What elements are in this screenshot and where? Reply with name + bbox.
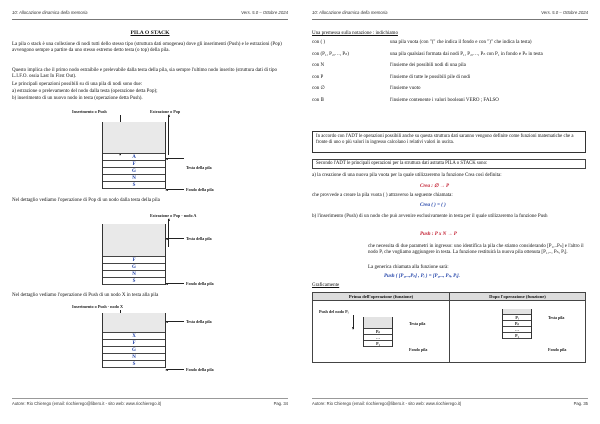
comparison-table (312, 292, 586, 363)
notation-description: una pila qualsiasi formata dai nodi P₁, P₂,…, Pₙ con P₁ in fondo e Pₙ in testa (390, 51, 543, 57)
notation-title: Una premessa sulla notazione : indichiamo (312, 31, 398, 36)
header-right: Vers. 5.0 – Ottobre 2024 (241, 10, 288, 15)
bottom-label: Fondo pila (409, 347, 428, 352)
stack-node: P₁ (364, 341, 392, 347)
push-definition: Push : P x N → P (420, 232, 457, 237)
stack-node: F (103, 161, 165, 168)
para-definition: La pila o stack è una collezione di nodi tutti dello stesso tipo (struttura dati omogenea) dove gli inserimenti (Push) e le estrazioni (Pop) avvengono sempre a partire da uno stesso estremo detto testa (o top) della pila. (12, 42, 282, 54)
notation-symbol: con P (312, 74, 324, 80)
stack-node: Pₙ (364, 329, 392, 335)
adt-box (312, 131, 586, 153)
top-label: Testa della pila (186, 319, 212, 324)
para-operations: Le principali operazioni possibili su di una pila di nodi sono due: (12, 82, 143, 87)
stack-empty-space (103, 313, 165, 333)
mini-stack-after (502, 309, 532, 339)
stack-node: Pₙ (503, 321, 531, 327)
op-a-crea: a) la creazione di una nuova pila vuota per la quale utilizzeremo la funzione Crea così definita: (312, 173, 502, 178)
op-b-push: b) l'inserimento (Push) di un nodo che può avvenire esclusivamente in testa per il quale utilizzeremo la funzione Push (312, 214, 548, 219)
page-title: PILA O STACK (130, 30, 170, 36)
notation-symbol: con ∅ (312, 86, 325, 91)
after-cell (450, 301, 586, 363)
push-description: che necessita di due parametri in ingresso: uno identifica la pila che stiamo considerando [P₁,..Pₙ] e l'altro il nodo Pᵢ che vogliamo aggiungere in testa. La funzione restituirà la nuova pila ottenuta [P₁,.., Pₙ, Pᵢ]. (368, 244, 584, 256)
notation-symbol: con 𝔹 (312, 97, 325, 103)
header-right: Vers. 5.0 – Ottobre 2024 (541, 10, 588, 15)
stack-node: G (103, 168, 165, 175)
caption-pop: Nel dettaglio vediamo l'operazione di Pop di un nodo dalla testa della pila (12, 198, 160, 203)
push-node-label: Inserimento o Push - nodo X (72, 304, 124, 309)
stack-node: N (103, 271, 165, 278)
mini-stack-before (363, 317, 393, 347)
adt-box-text: In accordo con l'ADT le operazioni possibili anche su questa struttura dati saranno vengono definite come funzioni matematiche che a fronte di uno o più valori in ingresso calcolano i relativi valori in uscita. (316, 134, 574, 146)
notation-description: l'insieme dei possibili nodi di una pila (390, 63, 466, 68)
stack-empty-space (103, 122, 165, 154)
page-footer (312, 398, 588, 406)
notation-description: l'insieme vuoto (390, 86, 421, 91)
footer-author: Autore: Rio Chierego (email: riochierego@libero.it - sito web: www.riochierego.it) (312, 401, 462, 406)
stack-node: S (103, 361, 165, 368)
page-number: Pag. 34 (273, 401, 288, 406)
crea-definition: Crea : ∅ → P (420, 184, 450, 189)
operation-pop: a) estrazione o prelevamento del nodo dalla testa (operazione detta Pop); (12, 89, 158, 94)
top-pointer (166, 158, 184, 159)
pop-node-label: Estrazione o Pop - nodo A (150, 213, 197, 218)
stack-node: S (103, 182, 165, 189)
pop-arrow (168, 219, 169, 247)
crea-description: che provvede a creare la pila vuota ( ) attraverso la seguente chiamata: (312, 193, 453, 198)
before-cell (313, 301, 450, 363)
push-call: Push ( [P₁,..,Pₙ] , Pᵢ ) = [P₁,.., Pₙ, Pᵢ]. (384, 274, 460, 279)
para-lifo: Questo implica che il primo nodo estraibile e prelevabile dalla testa della pila, sia sempre l'ultimo nodo inserito (struttura dati di tipo L.I.F.O. ossia Last In First Out). (12, 68, 277, 80)
bottom-label: Fondo della pila (186, 367, 214, 372)
stack-node: F (103, 257, 165, 264)
stack-node: G (103, 264, 165, 271)
stack-node: N (103, 175, 165, 182)
after-header: Dopo l'operazione (funzione) (450, 293, 586, 301)
footer-author: Autore: Rio Chierego (email: riochierego@libero.it - sito web: www.riochierego.it) (12, 401, 162, 406)
header-left: 10: Allocazione dinamica della memoria (312, 10, 388, 15)
stack-node: G (103, 347, 165, 354)
header-left: 10: Allocazione dinamica della memoria (12, 10, 88, 15)
stack-node: … (364, 335, 392, 341)
page-footer (12, 398, 288, 406)
operation-push: b) inserimento di un nuovo nodo in testa (operazione detta Push). (12, 96, 143, 101)
stack-node: A (103, 154, 165, 161)
top-label: Testa della pila (186, 165, 212, 170)
push-node-label: Push del nodo Pᵢ (319, 309, 349, 314)
pop-arrow (168, 115, 169, 155)
top-label: Testa pila (548, 315, 565, 320)
stack-node: P₁ (503, 333, 531, 339)
bottom-label: Fondo della pila (186, 187, 214, 192)
stack-node: S (103, 278, 165, 285)
stack-body (102, 313, 166, 368)
adt-operations-title: Secondo l'ADT le principali operazioni per la struttura dati astratta PILA o STACK sono: (312, 159, 586, 169)
bottom-pointer (166, 283, 184, 284)
stack-body (102, 224, 166, 285)
stack-node: X (103, 333, 165, 340)
stack-node: N (103, 354, 165, 361)
stack-node: Pᵢ (503, 315, 531, 321)
graph-title: Graficamente (312, 283, 340, 288)
push-arrow (353, 315, 354, 329)
top-label: Testa pila (409, 321, 426, 326)
mini-stack-empty (364, 317, 392, 329)
notation-symbol: con N (312, 63, 325, 68)
page-header (12, 10, 288, 20)
notation-description: l'insieme contenente i valori booleani VERO ; FALSO (390, 97, 499, 103)
stack-body (102, 122, 166, 189)
bottom-pointer (166, 369, 184, 370)
notation-symbol: con ( ) (312, 40, 326, 45)
notation-description: una pila vuota (con "(" che indica il fondo e con ")" che indica la testa) (390, 40, 532, 45)
notation-description: l'insieme di tutte le possibili pile di nodi (390, 74, 471, 80)
push-call-description: La generica chiamata alla funzione sarà: (368, 265, 449, 270)
page-header (312, 10, 588, 20)
bottom-pointer (166, 189, 184, 190)
before-header: Prima dell'operazione (funzione) (313, 293, 450, 301)
top-label: Testa della pila (186, 236, 212, 241)
top-pointer (166, 238, 184, 239)
page-right (300, 0, 600, 424)
notation-symbol: con (P₁, P₂,…, Pₙ) (312, 51, 349, 57)
caption-push: Nel dettaglio vediamo l'operazione di Push di un nodo X in testa alla pila (12, 293, 159, 298)
page-number: Pag. 35 (573, 401, 588, 406)
push-label: Inserimento o Push (72, 109, 107, 114)
stack-node: … (503, 327, 531, 333)
stack-node: F (103, 340, 165, 347)
top-pointer (166, 321, 184, 322)
bottom-label: Fondo pila (548, 347, 567, 352)
crea-call: Crea ( ) = ( ) (420, 203, 446, 208)
stack-empty-space (103, 224, 165, 257)
bottom-label: Fondo della pila (186, 281, 214, 286)
pop-label: Estrazione o Pop (150, 109, 181, 114)
